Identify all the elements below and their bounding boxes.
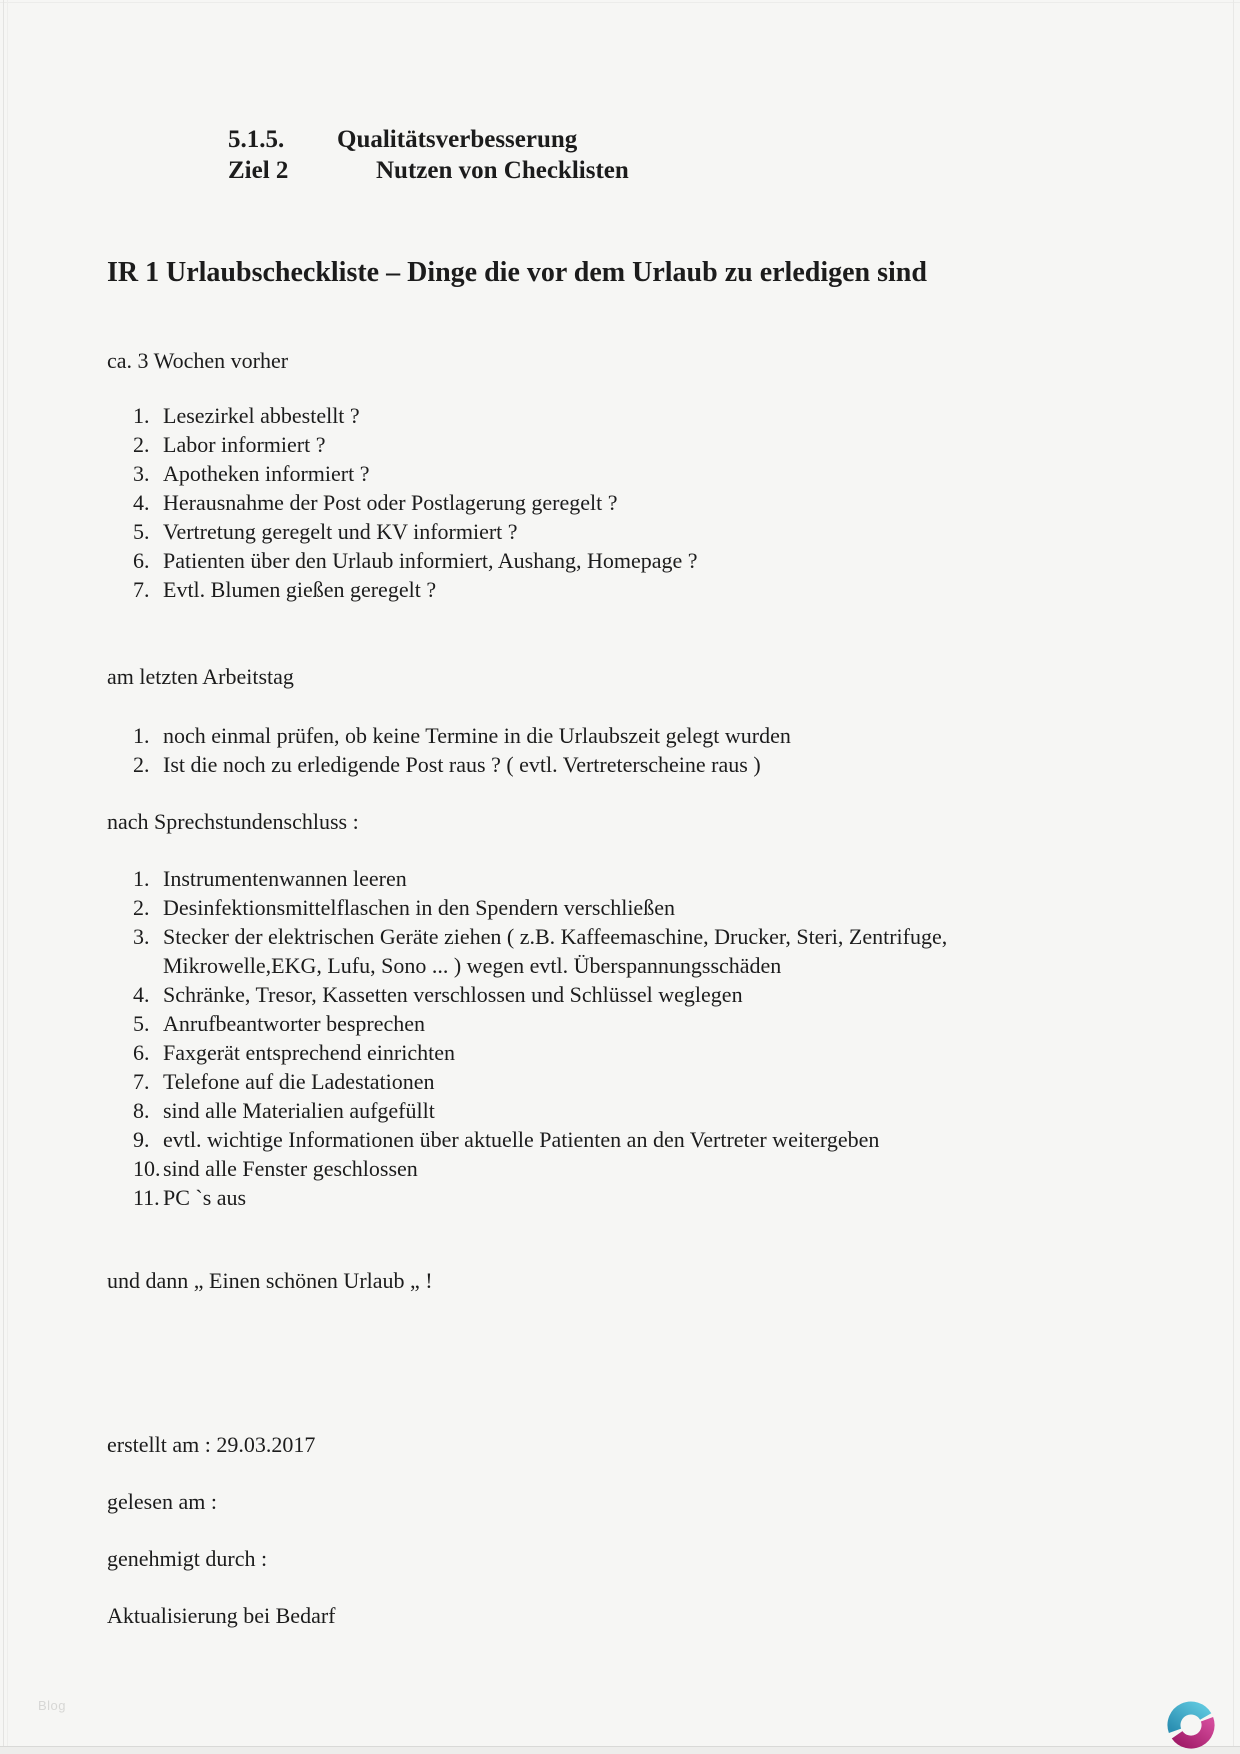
list-item [133, 864, 1098, 893]
watermark: Blog [38, 1698, 67, 1713]
list-item-text: Apotheken informiert ? [163, 461, 370, 486]
section-heading-after-hours: nach Sprechstundenschluss : [107, 809, 359, 834]
list-item [133, 922, 1098, 980]
list-number: 8. [133, 1098, 150, 1123]
checklist-weeks-before [133, 401, 1098, 604]
list-item [133, 488, 1098, 517]
list-item [133, 1067, 1098, 1096]
list-item [133, 1009, 1098, 1038]
list-item-text: Schränke, Tresor, Kassetten verschlossen und Schlüssel weglegen [163, 982, 743, 1007]
goal-label: Ziel 2 [228, 157, 289, 184]
list-item [133, 750, 1098, 779]
header-line-section [107, 124, 1153, 155]
list-item-text: Vertretung geregelt und KV informiert ? [163, 519, 518, 544]
checklist-last-workday [133, 721, 1098, 779]
scan-edge-right [1233, 0, 1234, 1754]
list-number: 11. [133, 1185, 160, 1210]
list-number: 1. [133, 723, 150, 748]
list-item [133, 575, 1098, 604]
list-number: 6. [133, 548, 150, 573]
list-item [133, 1096, 1098, 1125]
list-number: 2. [133, 895, 150, 920]
list-item [133, 980, 1098, 1009]
footer-created-line: erstellt am : 29.03.2017 [107, 1432, 316, 1457]
list-item [133, 459, 1098, 488]
list-item [133, 1125, 1098, 1154]
header-line-goal [107, 155, 1153, 186]
list-number: 5. [133, 1011, 150, 1036]
list-item-text: sind alle Fenster geschlossen [163, 1156, 418, 1181]
list-item [133, 1038, 1098, 1067]
list-number: 10. [133, 1156, 161, 1181]
scan-edge-bottom [0, 1746, 1240, 1754]
list-number: 6. [133, 1040, 150, 1065]
list-number: 5. [133, 519, 150, 544]
footer-block [107, 1430, 1153, 1630]
list-item-text: PC `s aus [163, 1185, 247, 1210]
list-item [133, 401, 1098, 430]
list-number: 9. [133, 1127, 150, 1152]
list-item-text: Anrufbeantworter besprechen [163, 1011, 426, 1036]
list-item-text: Herausnahme der Post oder Postlagerung geregelt ? [163, 490, 618, 515]
list-number: 7. [133, 577, 150, 602]
list-item-text: Desinfektionsmittelflaschen in den Spendern verschließen [163, 895, 675, 920]
list-item-text: Instrumentenwannen leeren [163, 866, 407, 891]
list-number: 1. [133, 403, 150, 428]
closing-line: und dann „ Einen schönen Urlaub „ ! [107, 1268, 433, 1293]
list-number: 2. [133, 752, 150, 777]
list-item [133, 517, 1098, 546]
list-item-text: noch einmal prüfen, ob keine Termine in die Urlaubszeit gelegt wurden [163, 723, 791, 748]
section-heading-weeks-before: ca. 3 Wochen vorher [107, 348, 289, 373]
list-number: 2. [133, 432, 150, 457]
list-item-text: Labor informiert ? [163, 432, 326, 457]
footer-update-line: Aktualisierung bei Bedarf [107, 1603, 336, 1628]
footer-read-line: gelesen am : [107, 1489, 217, 1514]
page-title [107, 256, 1153, 290]
list-item-text: Faxgerät entsprechend einrichten [163, 1040, 455, 1065]
title-text: Urlaubscheckliste – Dinge die vor dem Urlaub zu erledigen sind [166, 257, 927, 288]
list-item-text: Telefone auf die Ladestationen [163, 1069, 435, 1094]
list-item [133, 546, 1098, 575]
list-number: 3. [133, 461, 150, 486]
list-item [133, 1154, 1098, 1183]
list-item-text: evtl. wichtige Informationen über aktuelle Patienten an den Vertreter weitergeben [163, 1127, 880, 1152]
list-number: 3. [133, 924, 150, 949]
list-item-text: Evtl. Blumen gießen geregelt ? [163, 577, 437, 602]
list-item-text: sind alle Materialien aufgefüllt [163, 1098, 435, 1123]
list-item-text: Lesezirkel abbestellt ? [163, 403, 360, 428]
list-item-text: Stecker der elektrischen Geräte ziehen ( z.B. Kaffeemaschine, Drucker, Steri, Zentrifuge, Mikrowelle,EKG, Lufu, Sono ... ) wegen evtl. Überspannungsschäden [163, 924, 948, 978]
document-header [107, 124, 1153, 186]
list-item [133, 1183, 1098, 1212]
scan-edge-left-outer [3, 0, 4, 1754]
section-title: Qualitätsverbesserung [337, 126, 578, 153]
document-content [107, 0, 1153, 1630]
section-number: 5.1.5. [228, 126, 285, 153]
checklist-after-hours [133, 864, 1098, 1212]
section-heading-last-workday: am letzten Arbeitstag [107, 664, 294, 689]
list-item-text: Patienten über den Urlaub informiert, Aushang, Homepage ? [163, 548, 698, 573]
goal-title: Nutzen von Checklisten [376, 157, 629, 184]
scan-edge-left-inner [7, 0, 8, 1754]
list-number: 4. [133, 490, 150, 515]
list-number: 7. [133, 1069, 150, 1094]
circular-swirl-logo-icon [1167, 1701, 1215, 1749]
footer-approved-line: genehmigt durch : [107, 1546, 268, 1571]
list-item [133, 721, 1098, 750]
list-item-text: Ist die noch zu erledigende Post raus ? ( evtl. Vertreterscheine raus ) [163, 752, 761, 777]
list-item [133, 430, 1098, 459]
title-code: IR 1 [107, 257, 160, 288]
list-number: 1. [133, 866, 150, 891]
list-item [133, 893, 1098, 922]
list-number: 4. [133, 982, 150, 1007]
